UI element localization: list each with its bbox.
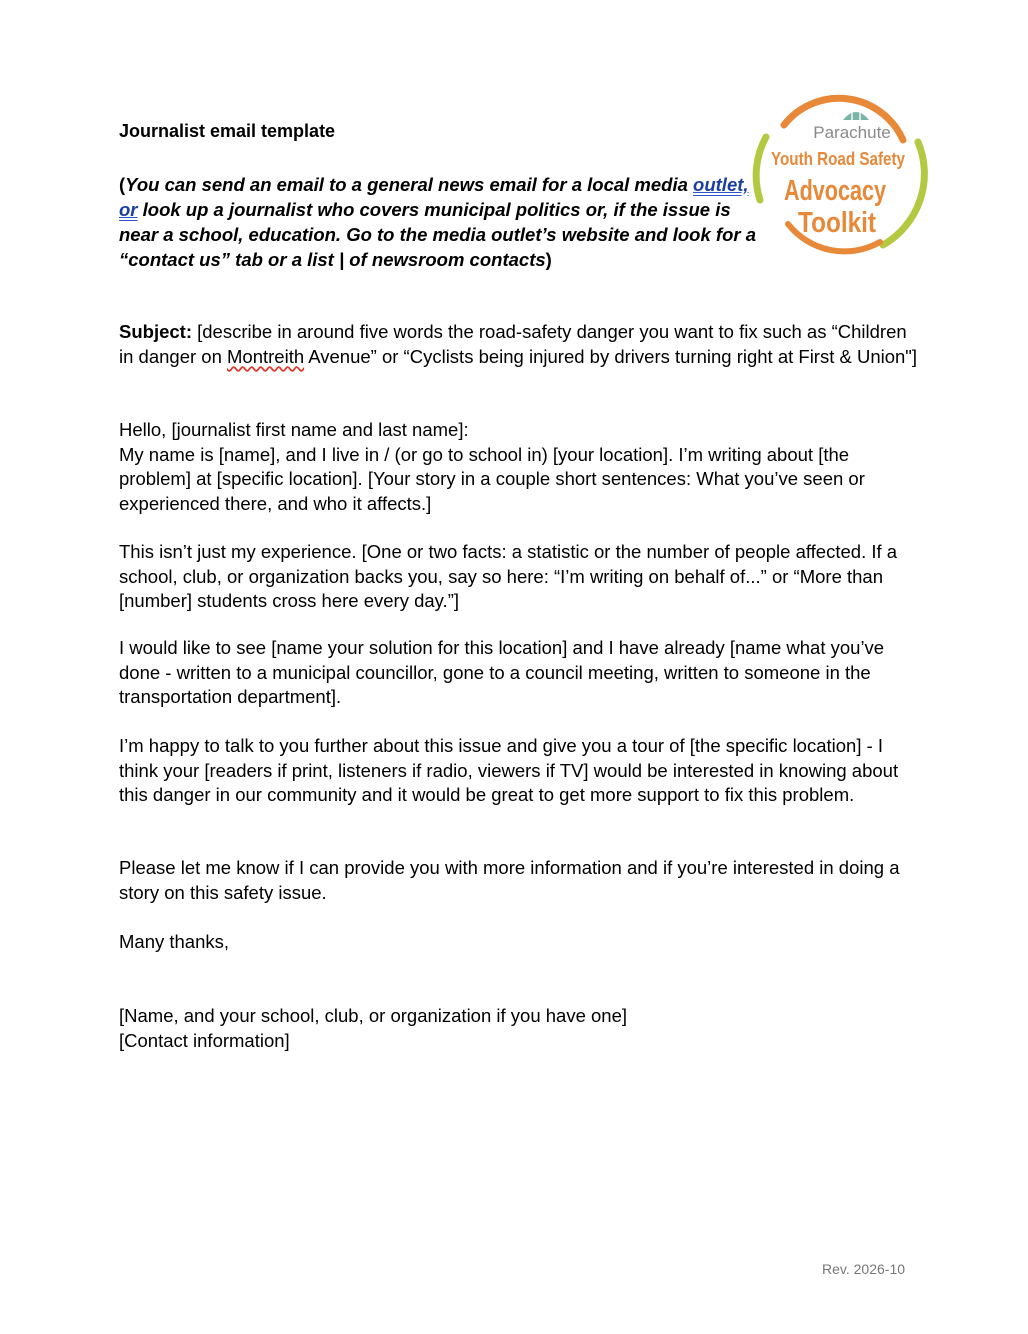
- signature-name-line: [Name, and your school, club, or organization if you have one]: [119, 1005, 628, 1026]
- intro-close-paren: ): [545, 249, 552, 270]
- logo-text-parachute: Parachute: [813, 123, 891, 142]
- intro-instructions: [119, 172, 759, 272]
- greeting: Hello, [journalist first name and last name]:: [119, 419, 469, 440]
- parachute-icon: [843, 112, 869, 120]
- intro-text-after-link: look up a journalist who covers municipal politics or, if the issue is near a school, education. Go to the media outlet’s website and look for a “contact us” tab or a list | of newsroom contacts: [119, 199, 756, 270]
- intro-text-before-link: You can send an email to a general news email for a local media: [125, 174, 694, 195]
- paragraph-solution: I would like to see [name your solution for this location] and I have already [name what you’ve done - written to a municipal councillor, gone to a council meeting, written to someone in the transportation department].: [119, 637, 885, 707]
- greeting-block: [119, 418, 919, 516]
- subject-label: Subject:: [119, 321, 192, 342]
- subject-paragraph: [119, 320, 919, 369]
- signature-block: [119, 1004, 919, 1053]
- subject-text-before: [describe in around five words the road-safety danger you want to fix such as “Children in danger on: [119, 321, 907, 367]
- paragraph-intro: My name is [name], and I live in / (or go to school in) [your location]. I’m writing about [the problem] at [specific location]. [Your story in a couple short sentences: What you’ve seen or experienced there, and who it affects.]: [119, 443, 865, 514]
- signature-contact-line: [Contact information]: [119, 1029, 290, 1051]
- intro-link[interactable]: outlet, or: [119, 174, 749, 220]
- logo-graphic: [748, 82, 928, 262]
- document-heading: Journalist email template: [119, 121, 336, 141]
- subject-text-after: Avenue” or “Cyclists being injured by drivers turning right at First & Union"]: [304, 345, 918, 367]
- paragraph-request: Please let me know if I can provide you with more information and if you’re interested in doing a story on this safety issue.: [119, 857, 900, 903]
- intro-open-paren: (: [119, 174, 126, 195]
- paragraph-offer: I’m happy to talk to you further about this issue and give you a tour of [the specific location] - I think your [readers if print, listeners if radio, viewers if TV] would be interested in knowing about this danger in our community and it would be great to get more support to fix this problem.: [119, 735, 899, 805]
- logo-text-advocacy: Advocacy: [784, 175, 886, 207]
- logo-text-youth-road-safety: Youth Road Safety: [771, 149, 905, 169]
- spellcheck-flagged-word[interactable]: Montreith: [227, 345, 305, 367]
- closing: Many thanks,: [119, 931, 230, 952]
- logo-text-toolkit: Toolkit: [798, 207, 877, 239]
- logo-green-arc: [756, 137, 766, 200]
- revision-footer: Rev. 2026-10: [822, 1261, 906, 1277]
- paragraph-facts: This isn’t just my experience. [One or two facts: a statistic or the number of people affected. If a school, club, or organization backs you, say so here: “I’m writing on behalf of...” or “More than [number] students cross here every day.”]: [119, 541, 898, 611]
- parachute-toolkit-logo: [748, 82, 928, 262]
